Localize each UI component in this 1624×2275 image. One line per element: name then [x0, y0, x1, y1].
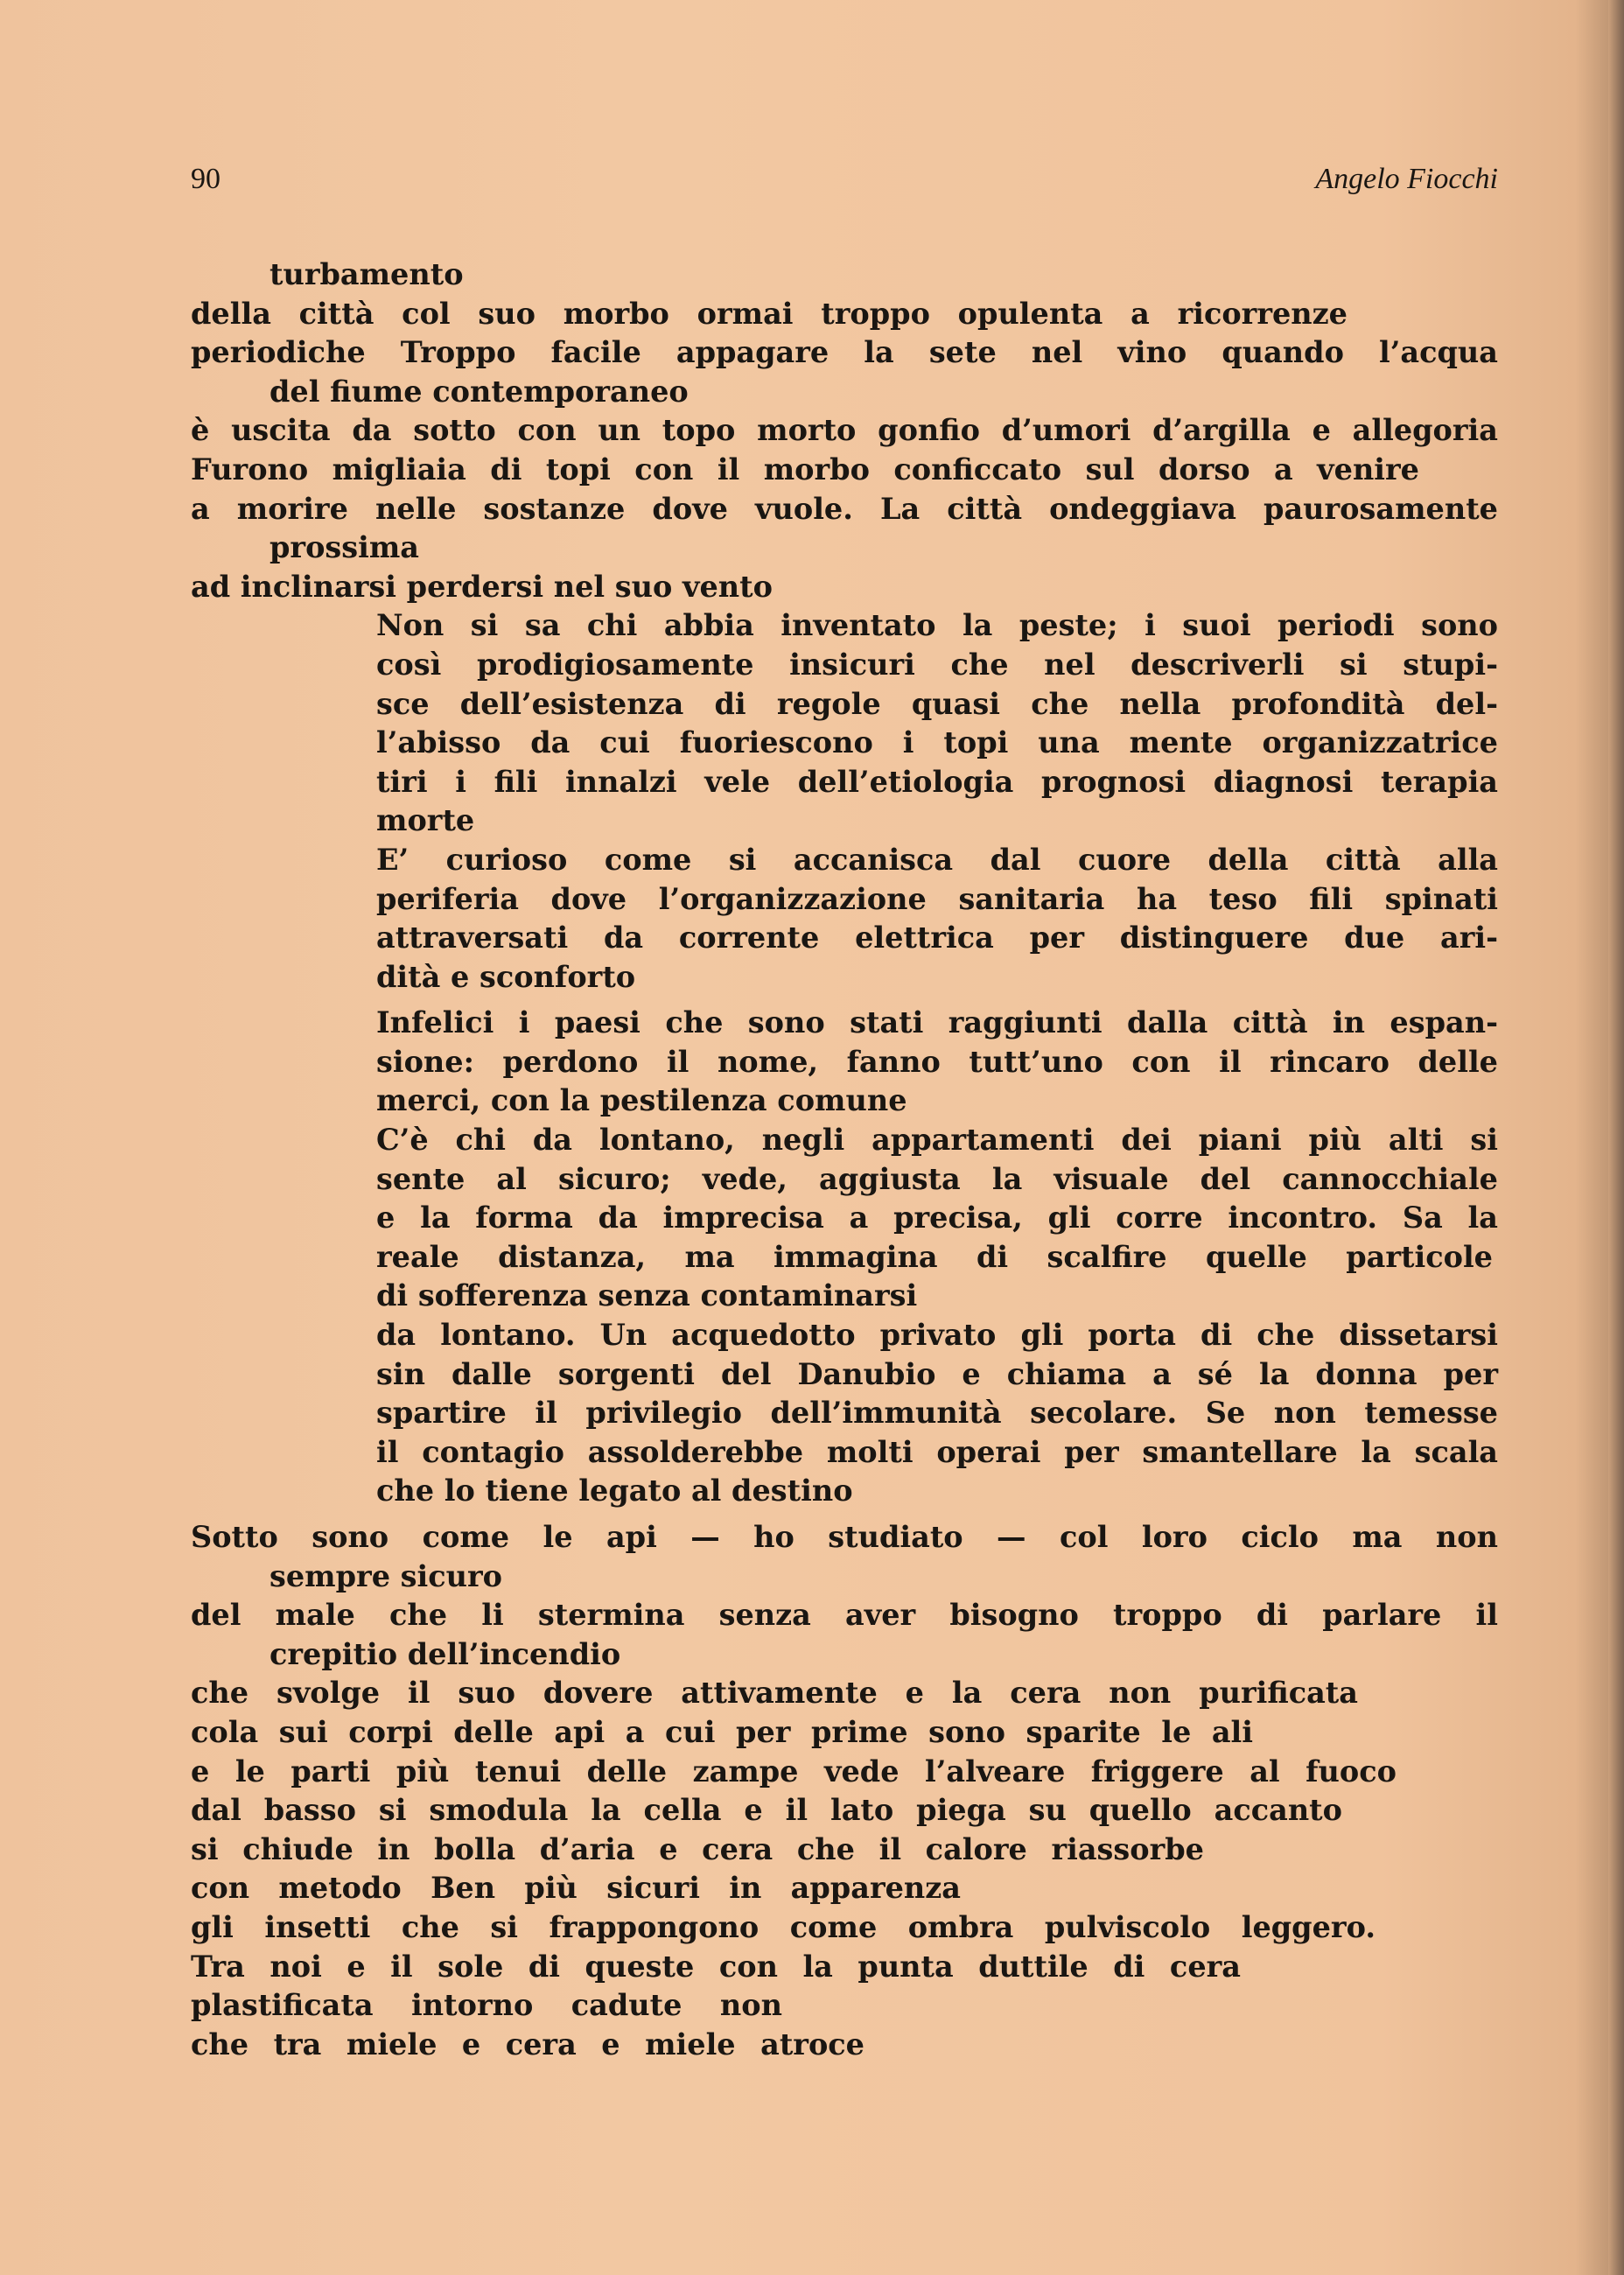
page-number: 90: [191, 163, 220, 195]
text-line: sente al sicuro; vede, aggiusta la visuale del cannocchiale: [376, 1161, 1498, 1196]
text-line: è uscita da sotto con un topo morto gonfio d’umori d’argilla e allegoria: [191, 413, 1498, 448]
text-line: tiri i fili innalzi vele dell’etiologia prognosi diagnosi terapia: [376, 764, 1498, 799]
text-line: con metodo Ben più sicuri in apparenza: [191, 1871, 961, 1906]
text-line: a morire nelle sostanze dove vuole. La città ondeggiava paurosamente: [191, 491, 1498, 526]
text-line: spartire il privilegio dell’immunità secolare. Se non temesse: [376, 1396, 1498, 1431]
text-line: che lo tiene legato al destino: [376, 1474, 853, 1508]
text-line: merci, con la pestilenza comune: [376, 1083, 907, 1118]
text-line: dità e sconforto: [376, 959, 636, 994]
text-line: ad inclinarsi perdersi nel suo vento: [191, 569, 773, 604]
text-line: Non si sa chi abbia inventato la peste; i suoi periodi sono: [376, 608, 1498, 643]
text-line: C’è chi da lontano, negli appartamenti dei piani più alti si: [376, 1123, 1498, 1158]
text-line: che tra miele e cera e miele atroce: [191, 2026, 864, 2062]
text-line: prossima: [270, 530, 420, 565]
page-header: [191, 163, 1498, 206]
text-line: Infelici i paesi che sono stati raggiunti dalla città in espan-: [376, 1005, 1498, 1040]
text-line: così prodigiosamente insicuri che nel descriverli si stupi-: [376, 647, 1498, 682]
text-line: sempre sicuro: [270, 1558, 503, 1593]
poem-body: [191, 256, 1498, 2064]
text-line: del male che li stermina senza aver bisogno troppo di parlare il: [191, 1598, 1498, 1633]
text-line: cola sui corpi delle api a cui per prime sono sparite le ali: [191, 1714, 1253, 1749]
text-line: turbamento: [270, 257, 464, 291]
text-line: che svolge il suo dovere attivamente e la cera non purificata: [191, 1676, 1358, 1711]
text-line: sione: perdono il nome, fanno tutt’uno con il rincaro delle: [376, 1044, 1498, 1079]
text-line: Furono migliaia di topi con il morbo conficcato sul dorso a venire: [191, 452, 1419, 486]
text-line: dal basso si smodula la cella e il lato piega su quello accanto: [191, 1793, 1342, 1828]
text-line: il contagio assolderebbe molti operai per smantellare la scala: [376, 1434, 1498, 1469]
text-line: e le parti più tenui delle zampe vede l’alveare friggere al fuoco: [191, 1754, 1396, 1788]
running-head-author: Angelo Fiocchi: [1315, 163, 1498, 195]
text-line: attraversati da corrente elettrica per distinguere due ari-: [376, 920, 1498, 956]
text-line: sin dalle sorgenti del Danubio e chiama a sé la donna per: [376, 1356, 1498, 1391]
text-line: morte: [376, 803, 475, 838]
text-line: crepitio dell’incendio: [270, 1636, 621, 1671]
text-line: del fiume contemporaneo: [270, 374, 689, 409]
text-line: gli insetti che si frappongono come ombra pulviscolo leggero.: [191, 1909, 1376, 1944]
text-line: Sotto sono come le api — ho studiato — col loro ciclo ma non: [191, 1520, 1498, 1554]
text-line: l’abisso da cui fuoriescono i topi una mente organizzatrice: [376, 725, 1498, 760]
text-line: periferia dove l’organizzazione sanitaria ha teso fili spinati: [376, 881, 1498, 916]
text-line: Tra noi e il sole di queste con la punta duttile di cera: [191, 1949, 1241, 1984]
text-line: della città col suo morbo ormai troppo opulenta a ricorrenze: [191, 296, 1348, 331]
page-spine-shadow: [1608, 0, 1624, 2275]
text-line: e la forma da imprecisa a precisa, gli corre incontro. Sa la: [376, 1200, 1498, 1236]
text-line: periodiche Troppo facile appagare la sete nel vino quando l’acqua: [191, 335, 1498, 370]
text-line: sce dell’esistenza di regole quasi che nella profondità del-: [376, 686, 1498, 721]
text-line: di sofferenza senza contaminarsi: [376, 1278, 918, 1313]
text-line: reale distanza, ma immagina di scalfire quelle particole: [376, 1239, 1493, 1274]
text-line: si chiude in bolla d’aria e cera che il calore riassorbe: [191, 1831, 1204, 1866]
text-line: plastificata intorno cadute non: [191, 1988, 782, 2023]
text-line: E’ curioso come si accanisca dal cuore della città alla: [376, 842, 1498, 877]
text-line: da lontano. Un acquedotto privato gli porta di che dissetarsi: [376, 1318, 1498, 1353]
